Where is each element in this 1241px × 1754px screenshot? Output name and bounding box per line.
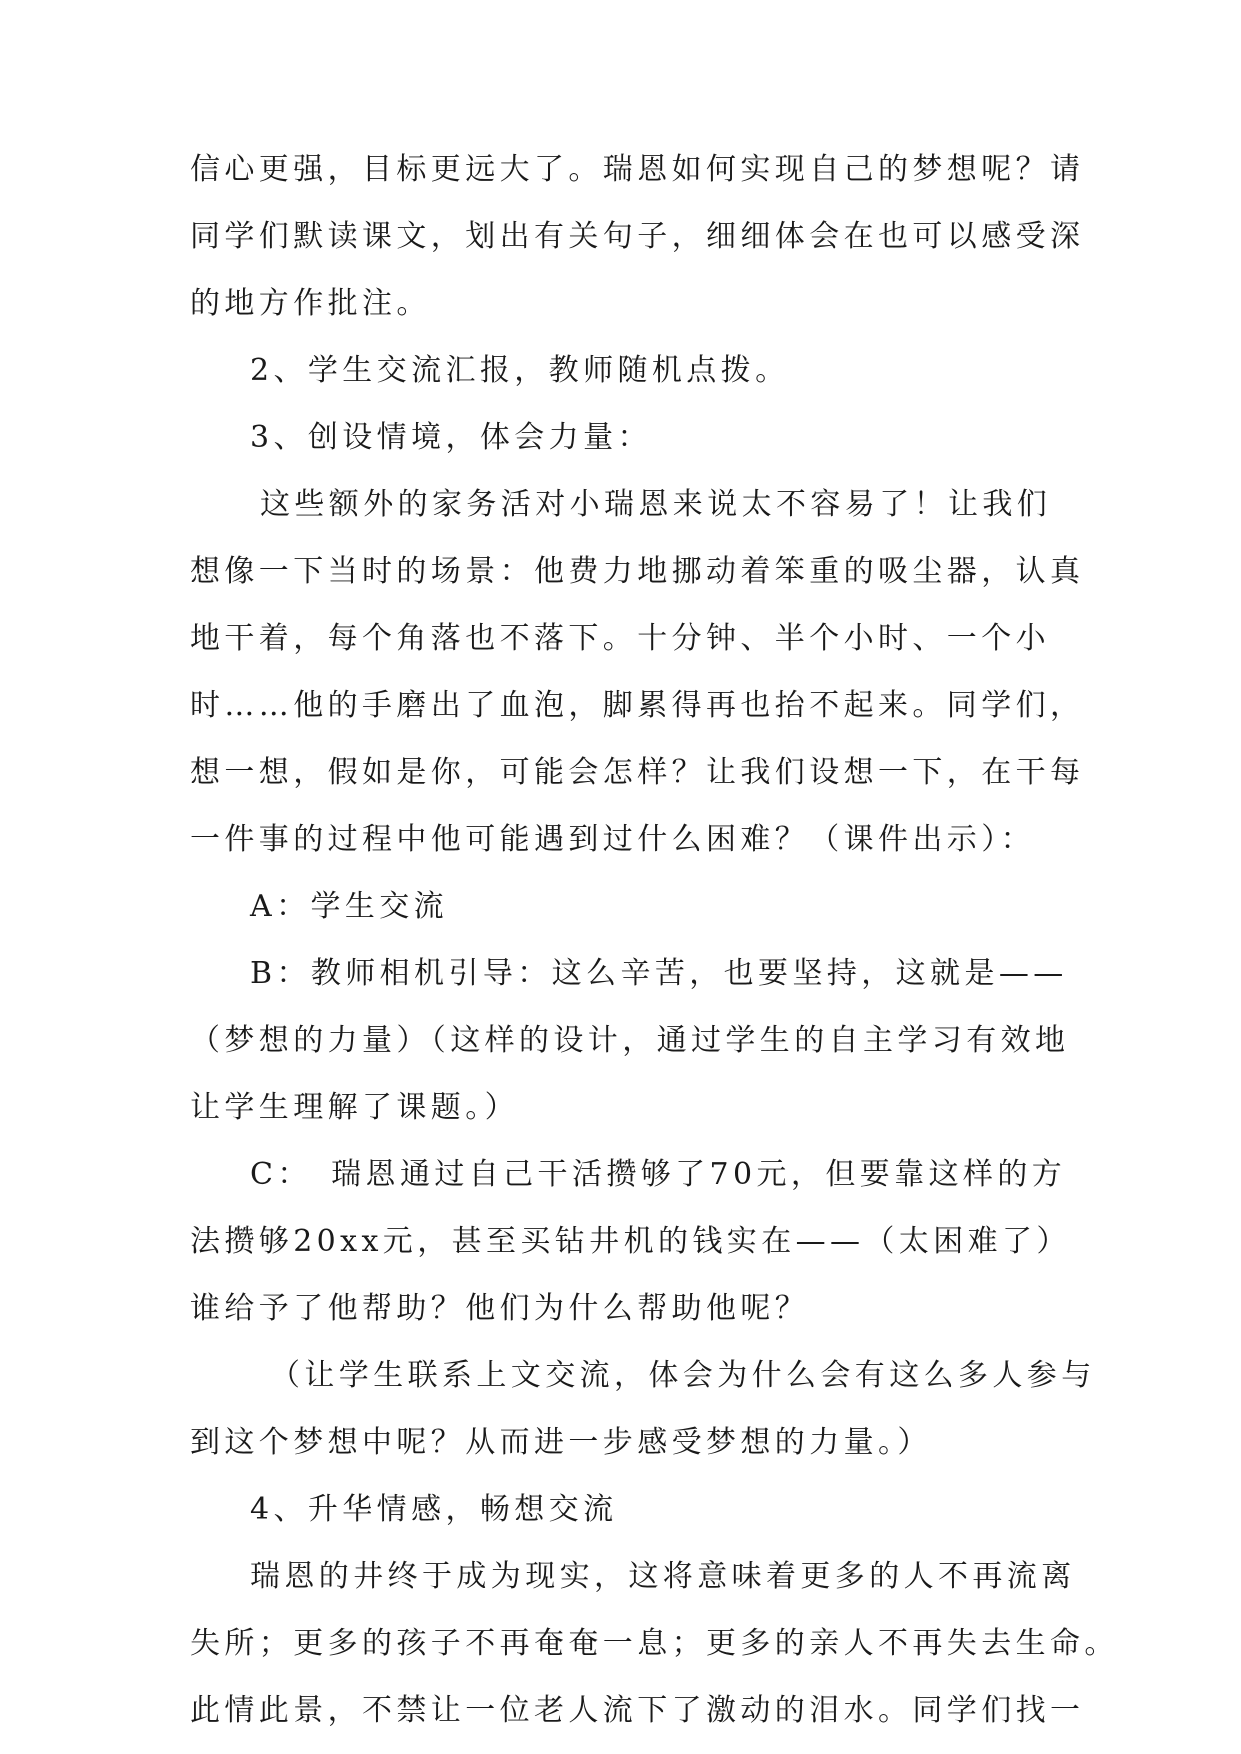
- text-line: （梦想的力量）（这样的设计，通过学生的自主学习有效地: [190, 1023, 1070, 1058]
- text-line: 的地方作批注。: [190, 286, 431, 321]
- text-line: 信心更强，目标更远大了。瑞恩如何实现自己的梦想呢？请: [190, 152, 1085, 187]
- text-line: 失所；更多的孩子不再奄奄一息；更多的亲人不再失去生命。: [190, 1626, 1119, 1661]
- text-line: 此情此景，不禁让一位老人流下了激动的泪水。同学们找一: [190, 1693, 1085, 1728]
- text-line: 让学生理解了课题。）: [190, 1090, 519, 1125]
- text-line: 到这个梦想中呢？从而进一步感受梦想的力量。）: [190, 1425, 932, 1460]
- text-line: 法攒够20xx元，甚至买钻井机的钱实在——（太困难了）: [190, 1224, 1071, 1259]
- text-line: 瑞恩的井终于成为现实，这将意味着更多的人不再流离: [250, 1559, 1076, 1594]
- text-line: C： 瑞恩通过自己干活攒够了70元，但要靠这样的方: [250, 1157, 1067, 1192]
- text-line: （让学生联系上文交流，体会为什么会有这么多人参与: [270, 1358, 1096, 1393]
- text-line: 同学们默读课文，划出有关句子，细细体会在也可以感受深: [190, 219, 1085, 254]
- text-line: 4、升华情感，畅想交流: [250, 1492, 618, 1527]
- text-line: 谁给予了他帮助？他们为什么帮助他呢？: [190, 1291, 810, 1326]
- text-line: 地干着，每个角落也不落下。十分钟、半个小时、一个小: [190, 621, 1050, 656]
- text-line: 2、学生交流汇报，教师随机点拨。: [250, 353, 790, 388]
- text-line: 想一想，假如是你，可能会怎样？让我们设想一下，在干每: [190, 755, 1085, 790]
- text-line: B：教师相机引导：这么辛苦，也要坚持，这就是——: [250, 956, 1068, 991]
- text-line: 这些额外的家务活对小瑞恩来说太不容易了！让我们: [260, 487, 1052, 522]
- text-line: 3、创设情境，体会力量：: [250, 420, 652, 455]
- text-line: 时……他的手磨出了血泡，脚累得再也抬不起来。同学们，: [190, 688, 1085, 723]
- text-line: 想像一下当时的场景：他费力地挪动着笨重的吸尘器，认真: [190, 554, 1085, 589]
- text-line: 一件事的过程中他可能遇到过什么困难？（课件出示）：: [190, 822, 1035, 857]
- text-line: A：学生交流: [250, 889, 449, 924]
